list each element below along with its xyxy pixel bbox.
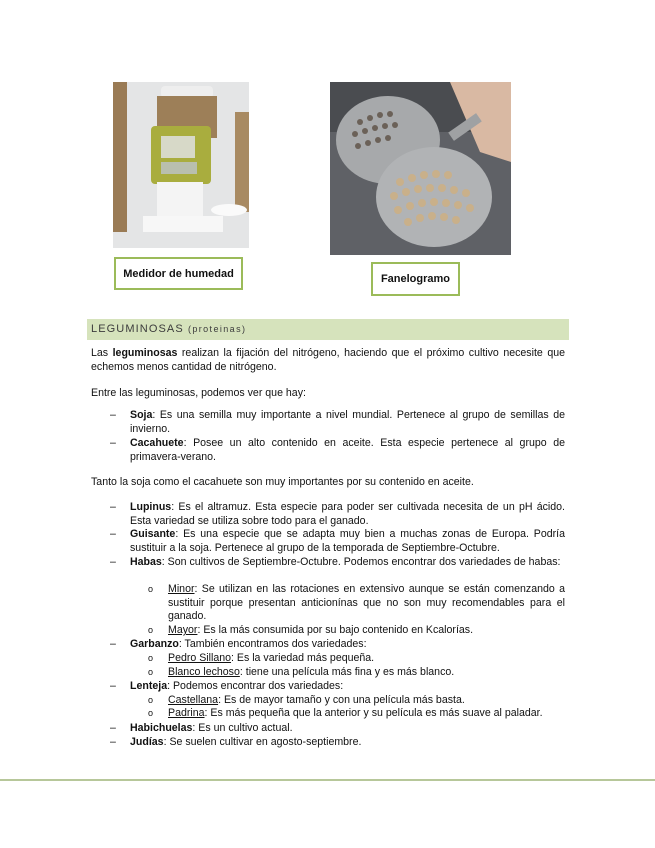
intro-paragraph-2: Entre las leguminosas, podemos ver que hay: bbox=[91, 387, 306, 399]
list-item-minor: Minor: Se utilizan en las rotaciones en extensivo aunque se están comenzando a sustituir porque presentan anticionínas que no son muy recomendables para el ganado. bbox=[168, 583, 565, 622]
list-item-guisante: Guisante: Es una especie que se adapta muy bien a muchas zonas de Europa. Podría sustituir a la soja. Pertenece al grupo de la temporada de Septiembre-Octubre. bbox=[130, 528, 565, 554]
list-item-blanco-lechoso: Blanco lechoso: tiene una película más fina y es más blanco. bbox=[168, 666, 455, 678]
bullet-marker: o bbox=[148, 708, 154, 718]
list-item-habichuelas: Habichuelas: Es un cultivo actual. bbox=[130, 722, 293, 734]
dash-marker: – bbox=[110, 409, 116, 421]
intro-paragraph: Las leguminosas realizan la fijación del nitrógeno, haciendo que el próximo cultivo necesite que echemos menos cantidad de nitrógeno. bbox=[91, 347, 565, 373]
section-title-sub: (proteinas) bbox=[187, 324, 247, 334]
bullet-marker: o bbox=[148, 625, 154, 635]
humidity-meter-illustration bbox=[113, 82, 249, 248]
fanelogram-photo bbox=[330, 82, 511, 255]
list-item-cacahuete: Cacahuete: Posee un alto contenido en aceite. Esta especie pertenece al grupo de primavera-verano. bbox=[130, 437, 565, 463]
list-item-garbanzo: Garbanzo: También encontramos dos variedades: bbox=[130, 638, 367, 650]
list-item-padrina: Padrina: Es más pequeña que la anterior y su película es más suave al paladar. bbox=[168, 707, 543, 719]
bullet-marker: o bbox=[148, 653, 154, 663]
list-item-castellana: Castellana: Es de mayor tamaño y con una película más basta. bbox=[168, 694, 465, 706]
list-item-soja: Soja: Es una semilla muy importante a nivel mundial. Pertenece al grupo de semillas de invierno. bbox=[130, 409, 565, 435]
section-heading-bar bbox=[87, 319, 569, 340]
list-item-lenteja: Lenteja: Podemos encontrar dos variedades: bbox=[130, 680, 344, 692]
humidity-meter-caption-text: Medidor de humedad bbox=[123, 267, 234, 280]
section-title bbox=[91, 323, 246, 335]
section-title-main: LEGUMINOSAS bbox=[91, 323, 184, 335]
dash-marker: – bbox=[110, 437, 116, 449]
list-item-judias: Judías: Se suelen cultivar en agosto-septiembre. bbox=[130, 736, 362, 748]
list-item-mayor: Mayor: Es la más consumida por su bajo contenido en Kcalorías. bbox=[168, 624, 474, 636]
bullet-marker: o bbox=[148, 667, 154, 677]
humidity-meter-photo bbox=[113, 82, 249, 248]
dash-marker: – bbox=[110, 736, 116, 748]
leguminosas-term: leguminosas bbox=[112, 347, 178, 359]
bullet-marker: o bbox=[148, 584, 154, 594]
fanelogram-illustration bbox=[330, 82, 511, 255]
list-item-habas: Habas: Son cultivos de Septiembre-Octubre. Podemos encontrar dos variedades de habas: bbox=[130, 556, 561, 568]
dash-marker: – bbox=[110, 556, 116, 568]
list-item-pedro-sillano: Pedro Sillano: Es la variedad más pequeña. bbox=[168, 652, 375, 664]
dash-marker: – bbox=[110, 680, 116, 692]
mid-paragraph: Tanto la soja como el cacahuete son muy importantes por su contenido en aceite. bbox=[91, 476, 474, 488]
dash-marker: – bbox=[110, 528, 116, 540]
bullet-marker: o bbox=[148, 695, 154, 705]
fanelogram-caption bbox=[371, 262, 460, 296]
fanelogram-caption-text: Fanelogramo bbox=[380, 273, 451, 285]
humidity-meter-caption bbox=[114, 257, 243, 290]
dash-marker: – bbox=[110, 722, 116, 734]
dash-marker: – bbox=[110, 501, 116, 513]
footer-divider bbox=[0, 779, 655, 781]
dash-marker: – bbox=[110, 638, 116, 650]
list-item-lupinus: Lupinus: Es el altramuz. Esta especie para poder ser cultivada necesita de un pH ácido. Esta variedad se utiliza sobre todo para el ganado. bbox=[130, 501, 565, 527]
